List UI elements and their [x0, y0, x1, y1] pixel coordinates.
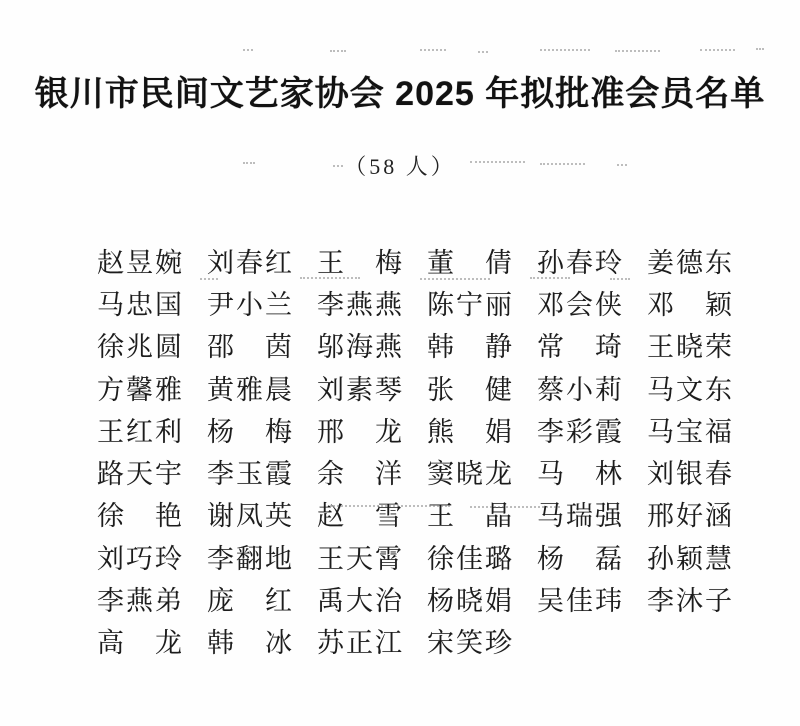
scan-artifact [756, 48, 764, 50]
member-name-char: 荣 [705, 332, 732, 363]
member-name [647, 494, 732, 533]
scan-artifact [540, 163, 585, 165]
scan-artifact [420, 278, 490, 280]
member-name-char: 佳 [456, 543, 483, 574]
member-name [317, 325, 402, 364]
member-name-char: 雅 [155, 374, 182, 405]
member-name-char: 余 [317, 459, 344, 490]
scan-artifact [420, 49, 446, 51]
member-name [207, 579, 292, 618]
member-name-char: 琴 [375, 374, 402, 405]
member-name-char: 会 [566, 289, 593, 320]
member-name-char: 邬 [317, 332, 344, 363]
scan-artifact [330, 50, 346, 52]
member-name-char: 禹 [317, 586, 344, 617]
member-name-char: 刘 [647, 459, 674, 490]
member-name-char: 熊 [427, 416, 454, 447]
member-name-char: 素 [346, 374, 373, 405]
member-name-char: 燕 [375, 289, 402, 320]
member-name-char: 杨 [427, 586, 454, 617]
member-name [207, 410, 292, 449]
member-name-char: 巧 [126, 543, 153, 574]
scan-artifact [617, 164, 627, 166]
member-name-char: 燕 [126, 586, 153, 617]
member-name-char: 沐 [676, 586, 703, 617]
member-name [97, 621, 182, 660]
member-name-char: 天 [346, 543, 373, 574]
member-name [97, 452, 182, 491]
member-name-char: 海 [346, 332, 373, 363]
member-name-char: 兆 [126, 332, 153, 363]
member-name-char: 雪 [375, 501, 402, 532]
member-name-char: 笑 [456, 628, 483, 659]
member-name-char: 国 [155, 289, 182, 320]
member-name-char: 燕 [346, 289, 373, 320]
member-name-char: 李 [537, 416, 564, 447]
member-name-char: 子 [705, 586, 732, 617]
member-name [317, 621, 402, 660]
member-name [537, 410, 622, 449]
member-name [647, 410, 732, 449]
member-name-char: 路 [97, 459, 124, 490]
member-name-char: 玮 [595, 586, 622, 617]
member-name-char: 杨 [207, 416, 234, 447]
member-name-char: 高 [97, 628, 124, 659]
member-name-char: 倩 [485, 247, 512, 278]
member-name-char: 庞 [207, 586, 234, 617]
member-name-char: 邢 [317, 416, 344, 447]
member-name [317, 410, 402, 449]
member-name [97, 494, 182, 533]
member-name-char: 珍 [485, 628, 512, 659]
member-name [647, 537, 732, 576]
member-name [317, 283, 402, 322]
member-name [537, 494, 622, 533]
member-name-char: 黄 [207, 374, 234, 405]
member-name-char: 宋 [427, 628, 454, 659]
member-name-char: 颖 [705, 289, 732, 320]
member-name [97, 368, 182, 407]
member-name-char: 涵 [705, 501, 732, 532]
member-name-char: 春 [566, 247, 593, 278]
member-name-char: 方 [97, 374, 124, 405]
member-name-char: 婉 [155, 247, 182, 278]
scan-artifact [700, 49, 735, 51]
member-name [317, 494, 402, 533]
scan-artifact [610, 278, 630, 280]
member-name-char: 王 [317, 543, 344, 574]
member-name-char: 吴 [537, 586, 564, 617]
member-name-char: 宁 [456, 289, 483, 320]
member-name-char: 玲 [155, 543, 182, 574]
member-name-char: 丽 [485, 289, 512, 320]
member-name-char: 刘 [97, 543, 124, 574]
member-name-char: 邵 [207, 332, 234, 363]
member-name-char: 红 [126, 416, 153, 447]
member-name-char: 赵 [97, 247, 124, 278]
member-name-char: 东 [705, 374, 732, 405]
member-name-char: 兰 [265, 289, 292, 320]
member-name-char: 王 [647, 332, 674, 363]
member-name-char: 姜 [647, 247, 674, 278]
member-name-char: 李 [207, 459, 234, 490]
member-name-char: 磊 [595, 543, 622, 574]
member-name-char: 馨 [126, 374, 153, 405]
member-name-char: 春 [705, 459, 732, 490]
member-name-char: 晓 [676, 332, 703, 363]
member-name [207, 241, 292, 280]
member-name-char: 刘 [317, 374, 344, 405]
member-name-char: 龙 [485, 459, 512, 490]
member-name-char: 燕 [375, 332, 402, 363]
member-name-char: 蔡 [537, 374, 564, 405]
member-name-char: 刘 [207, 247, 234, 278]
member-name-char: 天 [126, 459, 153, 490]
member-name [537, 452, 622, 491]
member-name [207, 368, 292, 407]
member-name-char: 晓 [456, 586, 483, 617]
member-name [537, 368, 622, 407]
member-name-char: 好 [676, 501, 703, 532]
member-name-char: 梅 [375, 247, 402, 278]
member-name-char: 强 [595, 501, 622, 532]
member-name [537, 241, 622, 280]
member-name [427, 283, 512, 322]
member-name-char: 娟 [485, 416, 512, 447]
member-name-char: 翻 [236, 543, 263, 574]
scan-artifact [330, 505, 450, 507]
member-name-char: 霞 [595, 416, 622, 447]
scan-artifact [540, 49, 590, 51]
member-name-char: 霄 [375, 543, 402, 574]
member-name [427, 241, 512, 280]
member-name-char: 王 [427, 501, 454, 532]
member-name-char: 邓 [647, 289, 674, 320]
member-name-char: 玉 [236, 459, 263, 490]
member-name-char: 韩 [207, 628, 234, 659]
member-name [207, 325, 292, 364]
member-grid [97, 239, 732, 662]
member-name-char: 娟 [485, 586, 512, 617]
member-name-char: 苏 [317, 628, 344, 659]
scan-artifact [470, 161, 525, 163]
member-name-char: 张 [427, 374, 454, 405]
member-name-char: 瑞 [566, 501, 593, 532]
member-name-char: 地 [265, 543, 292, 574]
member-name-char: 杨 [537, 543, 564, 574]
member-name-char: 玲 [595, 247, 622, 278]
member-name-char: 德 [676, 247, 703, 278]
scan-artifact [470, 506, 560, 508]
member-name-char: 佳 [566, 586, 593, 617]
member-name-char: 侠 [595, 289, 622, 320]
member-name [317, 579, 402, 618]
member-name-char: 大 [346, 586, 373, 617]
member-count-subtitle: （58 人） [344, 154, 456, 179]
member-name [97, 283, 182, 322]
member-name-char: 龙 [155, 628, 182, 659]
member-name [537, 283, 622, 322]
member-name [647, 325, 732, 364]
member-name-char: 利 [155, 416, 182, 447]
member-name-char: 英 [265, 501, 292, 532]
member-name [647, 452, 732, 491]
member-name-char: 孙 [647, 543, 674, 574]
member-name [97, 579, 182, 618]
scan-artifact [333, 165, 343, 167]
member-name [647, 579, 732, 618]
member-name-char: 小 [566, 374, 593, 405]
member-name-char: 窦 [427, 459, 454, 490]
member-name-char: 孙 [537, 247, 564, 278]
member-name-char: 韩 [427, 332, 454, 363]
member-name-char: 晨 [265, 374, 292, 405]
member-name-char: 马 [537, 501, 564, 532]
member-name-char: 梅 [265, 416, 292, 447]
member-name-char: 雅 [236, 374, 263, 405]
member-name-char: 慧 [705, 543, 732, 574]
member-name-char: 彩 [566, 416, 593, 447]
member-name [207, 283, 292, 322]
member-name [427, 325, 512, 364]
member-name-char: 尹 [207, 289, 234, 320]
member-name-char: 常 [537, 332, 564, 363]
member-name-char: 治 [375, 586, 402, 617]
member-name [97, 241, 182, 280]
member-name-char: 银 [676, 459, 703, 490]
member-name-char: 红 [265, 247, 292, 278]
scan-artifact [243, 162, 255, 164]
member-name-char: 弟 [155, 586, 182, 617]
scan-artifact [615, 50, 660, 52]
member-name-char: 林 [595, 459, 622, 490]
member-name [647, 368, 732, 407]
member-name-char: 马 [647, 374, 674, 405]
member-name-char: 艳 [155, 501, 182, 532]
member-name [647, 241, 732, 280]
member-name-char: 徐 [427, 543, 454, 574]
member-name-char: 谢 [207, 501, 234, 532]
document-title: 银川市民间文艺家协会 2025 年拟批准会员名单 [34, 75, 766, 113]
member-name-char: 忠 [126, 289, 153, 320]
member-name-char: 茵 [265, 332, 292, 363]
member-name-char: 李 [97, 586, 124, 617]
member-name-char: 东 [705, 247, 732, 278]
member-name [207, 452, 292, 491]
scan-artifact [300, 277, 360, 279]
member-name-char: 董 [427, 247, 454, 278]
member-name [317, 452, 402, 491]
member-name-char: 马 [647, 416, 674, 447]
member-name-char: 晶 [485, 501, 512, 532]
member-name [317, 537, 402, 576]
member-name [97, 410, 182, 449]
member-name [427, 579, 512, 618]
member-name-char: 邓 [537, 289, 564, 320]
member-name-char: 徐 [97, 501, 124, 532]
member-name-char: 冰 [265, 628, 292, 659]
member-name-char: 琦 [595, 332, 622, 363]
member-name [317, 368, 402, 407]
member-name [207, 537, 292, 576]
member-name-char: 静 [485, 332, 512, 363]
member-name-char: 正 [346, 628, 373, 659]
member-name-char: 龙 [375, 416, 402, 447]
member-name [427, 452, 512, 491]
member-name [97, 537, 182, 576]
member-name [207, 494, 292, 533]
member-name-char: 徐 [97, 332, 124, 363]
member-name-char: 圆 [155, 332, 182, 363]
member-name [97, 325, 182, 364]
scan-artifact [530, 277, 570, 279]
member-name-char: 健 [485, 374, 512, 405]
member-name-char: 凤 [236, 501, 263, 532]
member-name-char: 红 [265, 586, 292, 617]
member-name-char: 颖 [676, 543, 703, 574]
member-name [427, 368, 512, 407]
member-name [537, 579, 622, 618]
member-name-char: 赵 [317, 501, 344, 532]
member-name-char: 小 [236, 289, 263, 320]
member-name [647, 283, 732, 322]
member-name [537, 537, 622, 576]
member-name-char: 宝 [676, 416, 703, 447]
scan-artifact [478, 51, 488, 53]
member-name-char: 马 [537, 459, 564, 490]
member-name-char: 李 [207, 543, 234, 574]
member-name-char: 昱 [126, 247, 153, 278]
member-name [537, 325, 622, 364]
member-name [207, 621, 292, 660]
member-name [427, 621, 512, 660]
member-name-char: 宇 [155, 459, 182, 490]
scan-artifact [200, 278, 218, 280]
member-name-char: 陈 [427, 289, 454, 320]
member-name-char: 洋 [375, 459, 402, 490]
member-name [317, 241, 402, 280]
member-name [427, 494, 512, 533]
member-name-char: 马 [97, 289, 124, 320]
member-name-char: 福 [705, 416, 732, 447]
member-name-char: 晓 [456, 459, 483, 490]
member-name-char: 王 [97, 416, 124, 447]
member-name [427, 537, 512, 576]
member-name-char: 王 [317, 247, 344, 278]
member-name-char: 璐 [485, 543, 512, 574]
member-name-char: 春 [236, 247, 263, 278]
member-name-char: 霞 [265, 459, 292, 490]
scan-artifact [243, 49, 253, 51]
member-name-char: 邢 [647, 501, 674, 532]
member-name-char: 李 [647, 586, 674, 617]
member-name-char: 江 [375, 628, 402, 659]
member-name-char: 李 [317, 289, 344, 320]
member-name-char: 莉 [595, 374, 622, 405]
member-name [427, 410, 512, 449]
member-name-char: 文 [676, 374, 703, 405]
